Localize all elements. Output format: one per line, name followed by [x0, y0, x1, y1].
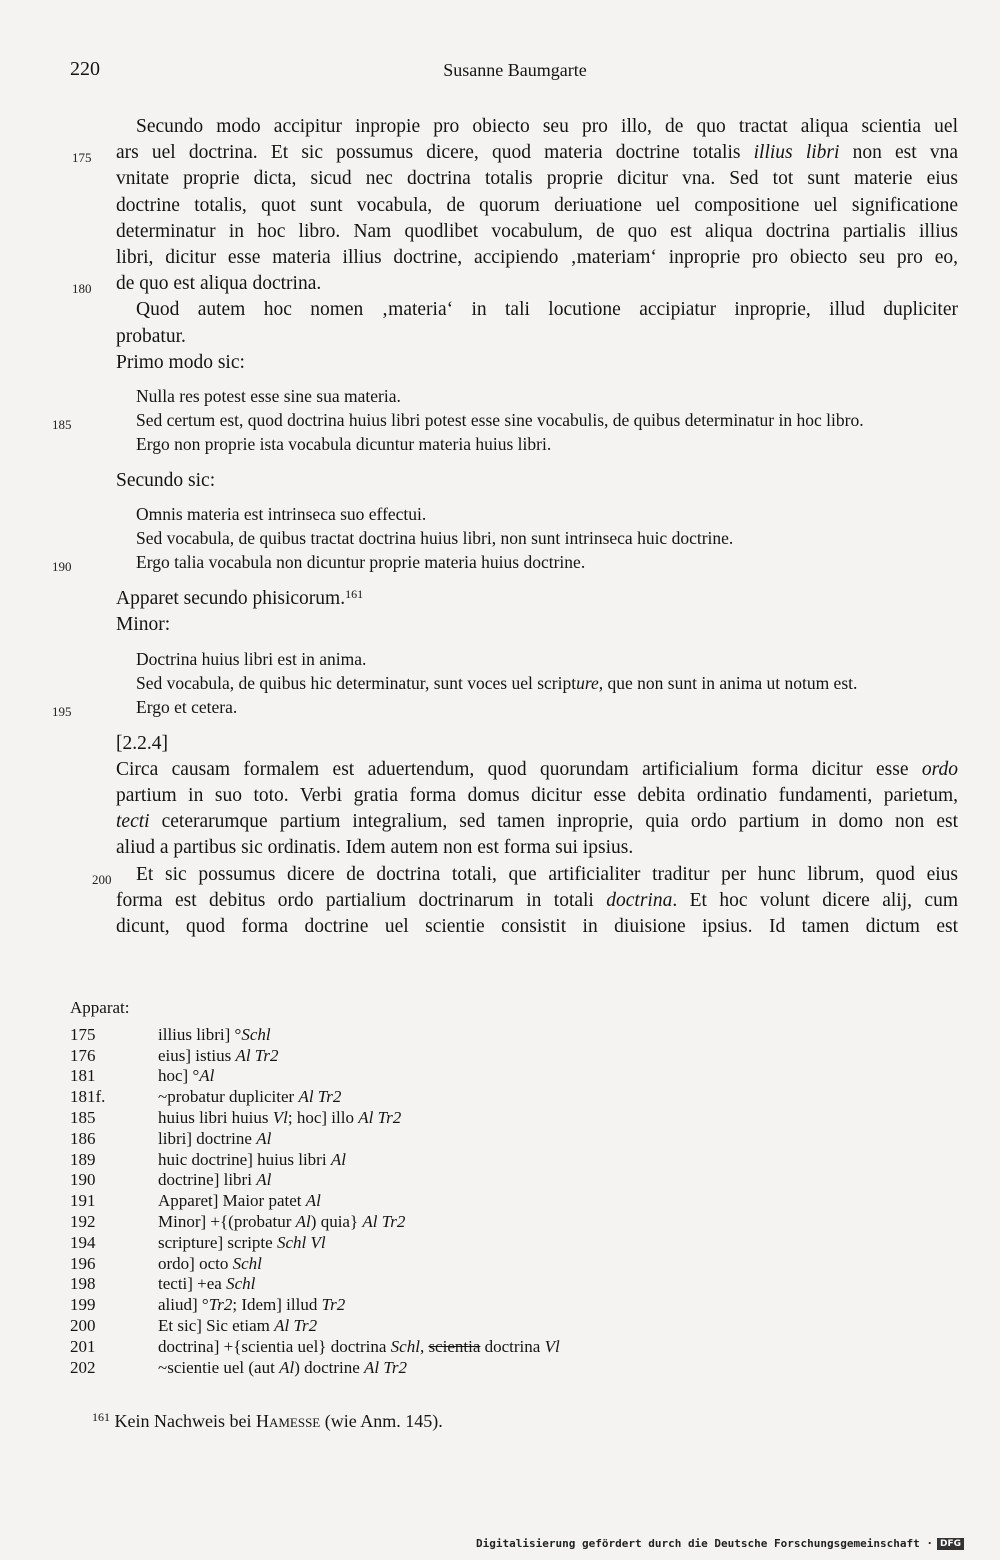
line-number: 195: [52, 703, 72, 719]
text-line: Circa causam formalem est aduertendum, quod quorundam artificialium forma dicitur esse ordo: [116, 758, 958, 780]
footnote-161: $^{161}$ Kein Nachweis bei Hamesse (wie Anm. 145).: [92, 1410, 443, 1431]
digitization-banner: Digitalisierung gefördert durch die Deutsche Forschungsgemeinschaft · DFG: [476, 1537, 964, 1550]
syllogism-line: Nulla res potest esse sine sua materia.: [136, 386, 401, 407]
text-line: 180 de quo est aliqua doctrina.: [116, 271, 958, 297]
text-line: dicunt, quod forma doctrine uel scientie consistit in diuisione ipsius. Id tamen dictum est: [116, 916, 958, 938]
syllogism-line: Omnis materia est intrinseca suo effectui.: [136, 504, 427, 525]
syllogism-line: 190 Ergo talia vocabula non dicuntur proprie materia huius doctrine.: [116, 550, 958, 574]
text-line: forma est debitus ordo partialium doctrinarum in totali doctrina. Et hoc volunt dicere alij, cum: [116, 889, 958, 911]
text-line: 200 Et sic possumus dicere de doctrina totali, que artificialiter traditur per hunc librum, quod eius: [116, 862, 958, 888]
apparatus-entry: 175 illius libri] °Schl: [70, 1024, 271, 1044]
text-line: determinatur in hoc libro. Nam quodlibet vocabulum, de quo est aliqua doctrina partialis illius: [116, 220, 958, 242]
text-line: vnitate proprie dicta, sicud nec doctrina totalis proprie dicitur vna. Sed tot sunt materie eius: [116, 168, 958, 190]
syllogism-line: Ergo non proprie ista vocabula dicuntur materia huius libri.: [136, 434, 552, 455]
text-line: aliud a partibus sic ordinatis. Idem autem non est forma sui ipsius.: [116, 837, 634, 859]
syllogism-line: 185 Sed certum est, quod doctrina huius libri potest esse sine vocabulis, de quibus determinatur in hoc libro.: [116, 408, 958, 432]
apparatus-entry: 181f. ~probatur dupliciter Al Tr2: [70, 1087, 342, 1107]
running-header: [70, 58, 960, 86]
line-number: 190: [52, 559, 72, 575]
line-number: 180: [72, 281, 92, 297]
text-line: libri, dicitur esse materia illius doctrine, accipiendo ‚materiam‘ inproprie pro obiecto seu pro eo,: [116, 247, 958, 269]
struck-word: scientia: [428, 1336, 481, 1356]
text-line: probatur.: [116, 325, 186, 347]
apparatus-entry: 202 ~scientie uel (aut Al) doctrine Al Tr2: [70, 1357, 408, 1377]
apparatus-entry: 199 aliud] °Tr2; Idem] illud Tr2: [70, 1295, 346, 1315]
apparatus-entry: 200 Et sic] Sic etiam Al Tr2: [70, 1315, 318, 1335]
syllogism-line: 195 Ergo et cetera.: [116, 695, 958, 719]
text-line: Minor:: [116, 614, 171, 636]
apparatus-entry: 198 tecti] +ea Schl: [70, 1274, 256, 1294]
apparatus-entry: 181 hoc] °Al: [70, 1066, 215, 1086]
syllogism-line: Doctrina huius libri est in anima.: [136, 648, 367, 669]
section-heading: [2.2.4]: [116, 732, 168, 754]
syllogism-line: Sed vocabula, de quibus tractat doctrina huius libri, non sunt intrinseca huic doctrine.: [136, 528, 734, 549]
text-line: partium in suo toto. Verbi gratia forma domus dicitur esse debita ordinatio fundamenti, parietum,: [116, 785, 958, 807]
apparatus-entry: 186 libri] doctrine Al: [70, 1128, 272, 1148]
text-line: Secundo sic:: [116, 470, 216, 492]
text-line: doctrine totalis, quot sunt vocabula, de quorum deriuatione uel compositione uel significatione: [116, 194, 958, 216]
dfg-logo: DFG: [937, 1538, 964, 1550]
apparatus-entry: 176 eius] istius Al Tr2: [70, 1045, 279, 1065]
footnote-ref: 161: [345, 587, 364, 602]
apparatus-title: Apparat:: [70, 998, 130, 1017]
critical-apparatus: [70, 998, 950, 1378]
syllogism-line: Sed vocabula, de quibus hic determinatur, sunt voces uel scripture, que non sunt in anima ut notum est.: [136, 672, 858, 693]
main-text: [52, 114, 958, 940]
line-number: 175: [72, 150, 92, 166]
running-head-author: Susanne Baumgarte: [443, 60, 587, 80]
footnote-number: 161: [92, 1410, 110, 1424]
page-number: 220: [70, 58, 100, 80]
text-line: Secundo modo accipitur inpropie pro obiecto seu pro illo, de quo tractat aliqua scientia uel: [136, 116, 958, 137]
line-number: 200: [92, 871, 112, 887]
text-line: Quod autem hoc nomen ‚materia‘ in tali locutione accipiatur inproprie, illud dupliciter: [136, 299, 958, 321]
text-line: tecti ceterarumque partium integralium, sed tamen inproprie, quia ordo partium in domo non est: [116, 811, 958, 833]
apparatus-entry: 192 Minor] +{(probatur Al) quia} Al Tr2: [70, 1211, 406, 1231]
apparatus-entry: 196 ordo] octo Schl: [70, 1253, 262, 1273]
apparatus-entry: 190 doctrine] libri Al: [70, 1170, 272, 1190]
text-line: 175 ars uel doctrina. Et sic possumus dicere, quod materia doctrine totalis illius libri non est vna: [116, 140, 958, 166]
apparatus-entry: 194 scripture] scripte Schl Vl: [70, 1232, 326, 1252]
apparatus-entry: 189 huic doctrine] huius libri Al: [70, 1149, 346, 1169]
apparatus-entry: 191 Apparet] Maior patet Al: [70, 1191, 321, 1211]
line-number: 185: [52, 417, 72, 433]
text-line: Apparet secundo phisicorum.$^{161}$: [116, 587, 364, 610]
text-line: Primo modo sic:: [116, 351, 245, 373]
apparatus-entry: 201 doctrina] +{scientia uel} doctrina Schl, scientia doctrina Vl: [70, 1336, 560, 1356]
apparatus-entry: 185 huius libri huius Vl; hoc] illo Al Tr2: [70, 1107, 402, 1127]
